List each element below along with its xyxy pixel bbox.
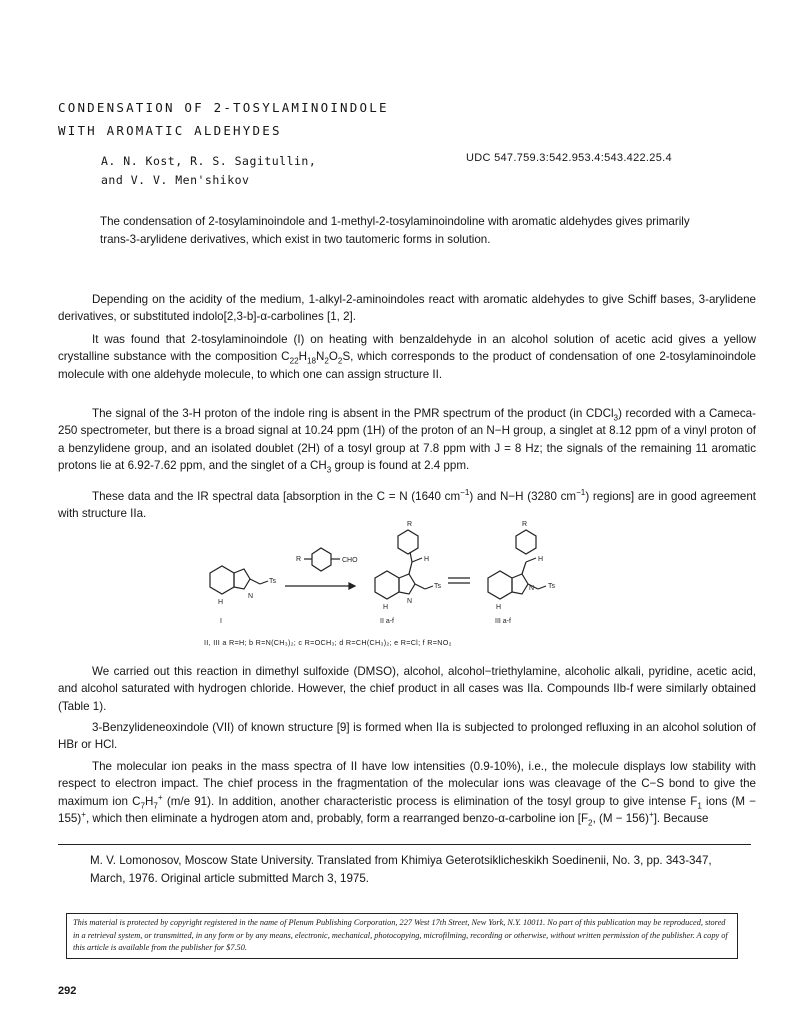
abstract: The condensation of 2-tosylaminoindole and 1-methyl-2-tosylaminoindoline with aromatic aldehydes gives primarily trans-3-arylidene derivatives, which exist in two tautomeric forms in solution. <box>100 215 690 246</box>
authors <box>101 152 431 190</box>
udc-code: UDC 547.759.3:542.953.4:543.422.25.4 <box>466 152 672 164</box>
ii-nh: H <box>383 604 389 611</box>
structure-I <box>210 566 268 594</box>
authors-line-2: and V. V. Men'shikov <box>101 173 250 187</box>
label-IIa: II a-f <box>380 618 395 625</box>
title-line-2: WITH AROMATIC ALDEHYDES <box>58 123 282 138</box>
ii-ts: Ts <box>434 583 441 590</box>
title-line-1: CONDENSATION OF 2-TOSYLAMINOINDOLE <box>58 100 389 115</box>
copyright-notice: This material is protected by copyright registered in the name of Plenum Publishing Corporation, 227 West 17th Street, New York, N.Y. 10011. No part of this publication may be reproduced, stored in a retrieval system, or transmitted, in any form or by any means, electronic, mechanical, photocopying, microfilming, recording or otherwise, without written permission of the publisher. A copy of this article is available from the publisher for $7.50. <box>66 913 738 959</box>
i-ts: Ts <box>269 578 276 585</box>
ii-h: H <box>424 556 430 563</box>
iii-n: N <box>529 585 535 592</box>
paragraph-2: It was found that 2-tosylaminoindole (I) on heating with benzaldehyde in an alcohol solution of acetic acid gives a yellow crystalline substance with the composition $C_{22}H_{18}N_2O_2S$, which corresponds to the product of condensation of one 2-tosylaminoindole molecule with one aldehyde molecule, to which one can assign structure II. <box>58 333 756 381</box>
iii-r: R <box>522 521 528 528</box>
ii-r: R <box>407 521 413 528</box>
ii-n: N <box>407 598 413 605</box>
footnote-rule <box>58 844 751 845</box>
paragraph-5: We carried out this reaction in dimethyl sulfoxide (DMSO), alcohol, alcohol−triethylamine, alcoholic alkali, pyridine, acetic acid, and alcohol saturated with hydrogen chloride. However, the chief product in all cases was IIa. Compounds IIb-f were similarly obtained (Table 1). <box>58 665 756 713</box>
reaction-scheme <box>200 518 600 643</box>
paragraph-3: The signal of the 3-H proton of the indole ring is absent in the PMR spectrum of the product (in CDCl$_3$) recorded with a Cameca-250 spectrometer, but there is a broad signal at 10.24 ppm (1H) of the proton of an N−H group, a singlet at 8.12 ppm of a vinyl proton of a benzylidene group, and an isolated doublet (2H) of a tosyl group at 7.8 ppm with J = 8 Hz; the signals of the remaining 11 aromatic protons lie at 6.92-7.62 ppm, and the singlet of a $CH_3$ group is found at 2.4 ppm. <box>58 407 756 475</box>
scheme-caption: II, III a R=H; b R=N(CH₃)₂; c R=OCH₃; d R=CH(CH₃)₂; e R=Cl; f R=NO₂ <box>204 638 452 647</box>
structure-III <box>488 530 546 599</box>
iii-h: H <box>538 556 544 563</box>
authors-line-1: A. N. Kost, R. S. Sagitullin, <box>101 154 317 168</box>
i-n: N <box>248 593 254 600</box>
paragraph-1: Depending on the acidity of the medium, 1-alkyl-2-aminoindoles react with aromatic aldehydes to give Schiff bases, 3-arylidene derivatives, or substituted indolo[2,3-b]-α-carbolines [1, 2]. <box>58 293 756 324</box>
structure-aldehyde <box>304 548 340 571</box>
iii-ts: Ts <box>548 583 555 590</box>
aldehyde-r: R <box>296 556 302 563</box>
footnote: M. V. Lomonosov, Moscow State University. Translated from Khimiya Geterotsiklicheskikh Soedinenii, No. 3, pp. 343-347, March, 1976. Original article submitted March 3, 1975. <box>90 854 712 885</box>
label-I: I <box>220 618 222 625</box>
aldehyde-cho: CHO <box>342 557 358 564</box>
page-number: 292 <box>58 985 77 997</box>
label-IIIa: III a-f <box>495 618 511 625</box>
paragraph-7: The molecular ion peaks in the mass spectra of II have low intensities (0.9-10%), i.e., the molecule displays low stability with respect to electron impact. The chief process in the fragmentation of the molecular ions was cleavage of the C−S bond to give the maximum ion $C_7H_7^+$ (m/e 91). In addition, another characteristic process is elimination of the tosyl group to give intense $F_1$ ions (M − 155)+, which then eliminate a hydrogen atom and, probably, form a rearranged benzo-α-carboline ion [$F_2$, (M − 156)+]. Because <box>58 760 756 828</box>
paragraph-6: 3-Benzylideneoxindole (VII) of known structure [9] is formed when IIa is subjected to prolonged refluxing in an alcohol solution of HBr or HCl. <box>58 721 756 752</box>
iii-nh: H <box>496 604 502 611</box>
structure-II <box>375 530 433 599</box>
i-nh: H <box>218 599 224 606</box>
paragraph-4: These data and the IR spectral data [absorption in the C = N (1640 $cm^{-1}$) and N−H (3280 $cm^{-1}$) regions] are in good agreement with structure IIa. <box>58 488 756 521</box>
article-title <box>58 96 558 142</box>
